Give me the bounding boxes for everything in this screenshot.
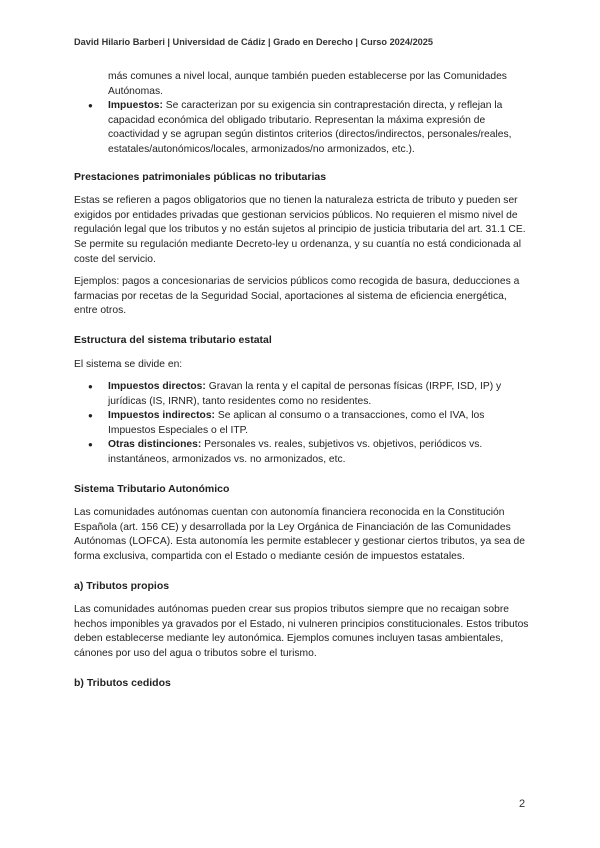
list-item <box>74 409 532 438</box>
paragraph-tributos-propios: Las comunidades autónomas pueden crear sus propios tributos siempre que no recaigan sobre hechos imponibles ya gravados por el Estado, ni vulneren principios constitucionales. Estos tributos deben establecerse mediante ley autonómica. Ejemplos comunes incluyen tasas ambientales, cánones por uso del agua o tributos sobre el turismo. <box>74 604 529 659</box>
paragraph-prestaciones-2: Ejemplos: pagos a concesionarias de servicios públicos como recogida de basura, deducciones a farmacias por recetas de la Seguridad Social, aportaciones al sistema de eficiencia energética, entre otros. <box>74 276 520 317</box>
item-text: Gravan la renta y el capital de personas físicas (IRPF, ISD, IP) y jurídicas (IS, IRNR), tanto residentes como no residentes. <box>108 381 502 407</box>
estructura-list <box>74 380 532 468</box>
page-header: David Hilario Barberi | Universidad de Cádiz | Grado en Derecho | Curso 2024/2025 <box>74 37 434 47</box>
item-lead: Otras distinciones: <box>108 439 202 451</box>
list-item <box>74 380 532 409</box>
item-text: Se aplican al consumo o a transacciones, como el IVA, los Impuestos Especiales o el ITP. <box>108 410 485 436</box>
paragraph-estructura-intro: El sistema se divide en: <box>74 358 183 370</box>
list-item-impuestos <box>74 99 532 157</box>
list-item-continuation <box>74 70 532 99</box>
item-lead: Impuestos directos: <box>108 381 206 393</box>
item-lead: Impuestos indirectos: <box>108 410 215 422</box>
paragraph-autonomico: Las comunidades autónomas cuentan con autonomía financiera reconocida en la Constitución Española (art. 156 CE) y desarrollada por la Ley Orgánica de Financiación de las Comunidades Autónomas (LOFCA). Esta autonomía les permite establecer y gestionar ciertos tributos, ya sea de forma exclusiva, compartida con el Estado o mediante cesión de impuestos estatales. <box>74 507 525 563</box>
section-heading-tributos-propios: a) Tributos propios <box>74 579 170 592</box>
section-heading-tributos-cedidos: b) Tributos cedidos <box>74 676 171 689</box>
paragraph-prestaciones-1: Estas se refieren a pagos obligatorios que no tienen la naturaleza estricta de tributo y pueden ser exigidos por entidades privadas que gestionan servicios públicos. No requieren el mismo nivel de regulación legal que los tributos y no están sujetos al principio de justicia tributaria del art. 31.1 CE. Se permite su regulación mediante Decreto-ley u ordenanza, y su cuantía no está condicionada al coste del servicio. <box>74 195 526 265</box>
impuestos-text: Se caracterizan por su exigencia sin contraprestación directa, y reflejan la capacidad económica del obligado tributario. Representan la máxima expresión de coactividad y se agrupan según distintos criterios (directos/indirectos, personales/reales, estatales/autonómicos/locales, armonizados/no armonizados, etc.). <box>108 100 512 155</box>
section-heading-prestaciones: Prestaciones patrimoniales públicas no tributarias <box>74 170 327 183</box>
page-number: 2 <box>519 798 526 810</box>
continuation-text: más comunes a nivel local, aunque también pueden establecerse por las Comunidades Autónomas. <box>108 71 507 97</box>
top-list <box>74 70 532 158</box>
list-item <box>74 438 532 467</box>
document-body <box>74 70 532 700</box>
item-text: Personales vs. reales, subjetivos vs. objetivos, periódicos vs. instantáneos, armonizados vs. no armonizados, etc. <box>108 439 483 466</box>
impuestos-lead: Impuestos: <box>108 100 163 112</box>
section-heading-estructura: Estructura del sistema tributario estatal <box>74 333 272 346</box>
section-heading-autonomico: Sistema Tributario Autonómico <box>74 482 230 495</box>
